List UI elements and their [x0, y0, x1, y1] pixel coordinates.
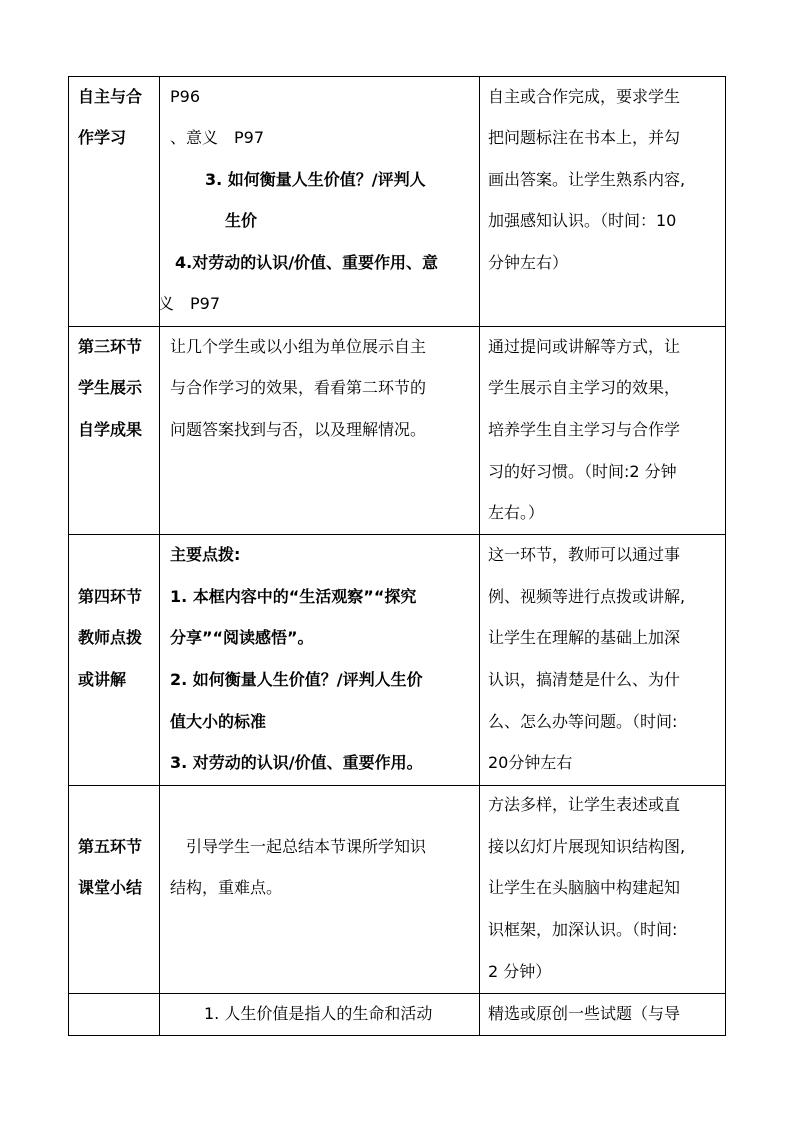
activity-text-line: 结构，重难点。 [170, 878, 283, 897]
intent-text-line: 分钟左右） [488, 253, 569, 272]
intent-text-line: 学生展示自主学习的效果， [488, 378, 681, 397]
stage-label-line: 第五环节 [78, 837, 143, 856]
intent-text-line: 接以幻灯片展现知识结构图, [488, 837, 686, 856]
intent-text-line: 自主或合作完成，要求学生 [488, 87, 681, 106]
activity-text-line: 1. 本框内容中的“生活观察”“探究 [170, 587, 417, 606]
activity-text-line: 义 P97 [158, 294, 221, 313]
intent-text-line: 让学生在理解的基础上加深 [488, 628, 681, 647]
stage-label-line: 自主与合 [78, 87, 143, 106]
intent-text-line: 这一环节，教师可以通过事 [488, 545, 681, 564]
stage-label-line: 作学习 [78, 128, 127, 147]
activity-text-line: 问题答案找到与否，以及理解情况。 [170, 420, 427, 439]
stage-label-line: 自学成果 [78, 420, 143, 439]
activity-text-line: 分享”“阅读感悟”。 [170, 628, 314, 647]
activity-text-line: 2. 如何衡量人生价值？/评判人生价 [170, 670, 423, 689]
stage-label-line: 第四环节 [78, 587, 143, 606]
intent-text-line: 例、视频等进行点拨或讲解, [488, 587, 686, 606]
activity-text-line: 3. 对劳动的认识/价值、重要作用。 [170, 753, 423, 772]
activity-text-line: 让几个学生或以小组为单位展示自主 [170, 337, 427, 356]
intent-text-line: 方法多样，让学生表述或直 [488, 795, 681, 814]
intent-text-line: 认识，搞清楚是什么、为什 [488, 670, 681, 689]
intent-text-line: 画出答案。让学生熟系内容, [488, 170, 686, 189]
activity-text-line: P96 [170, 87, 201, 106]
intent-text-line: 识框架，加深认识。（时间: [488, 920, 678, 939]
stage-label-line: 课堂小结 [78, 878, 143, 897]
stage-label-line: 或讲解 [78, 670, 127, 689]
intent-text-line: 20分钟左右 [488, 753, 573, 772]
activity-text-line: 值大小的标准 [170, 712, 267, 731]
activity-text-line: 生价 [225, 211, 258, 230]
intent-text-line: 通过提问或讲解等方式，让 [488, 337, 681, 356]
activity-text-line: 、意义 P97 [170, 128, 265, 147]
activity-text-line: 引导学生一起总结本节课所学知识 [186, 837, 427, 856]
intent-text-line: 培养学生自主学习与合作学 [488, 420, 681, 439]
activity-text-line: 主要点拨: [170, 545, 241, 564]
activity-text-line: 1. 人生价值是指人的生命和活动 [204, 1004, 433, 1023]
intent-text-line: 让学生在头脑脑中构建起知 [488, 878, 681, 897]
stage-label-line: 教师点拨 [78, 628, 143, 647]
stage-label-line: 第三环节 [78, 337, 143, 356]
activity-text-line: 4.对劳动的认识/价值、重要作用、意 [175, 253, 439, 272]
activity-text-line: 与合作学习的效果，看看第二环节的 [170, 378, 427, 397]
stage-label-line: 学生展示 [78, 378, 143, 397]
intent-text-line: 左右。） [488, 503, 545, 522]
activity-text-line: 3. 如何衡量人生价值？/评判人 [205, 170, 426, 189]
intent-text-line: 把问题标注在书本上，并勾 [488, 128, 681, 147]
intent-text-line: 习的好习惯。（时间:2 分钟 [488, 462, 677, 481]
intent-text-line: 2 分钟） [488, 962, 552, 981]
intent-text-line: 加强感知认识。（时间：10 [488, 211, 677, 230]
intent-text-line: 么、怎么办等问题。（时间: [488, 712, 678, 731]
intent-text-line: 精选或原创一些试题（与导 [488, 1004, 681, 1023]
